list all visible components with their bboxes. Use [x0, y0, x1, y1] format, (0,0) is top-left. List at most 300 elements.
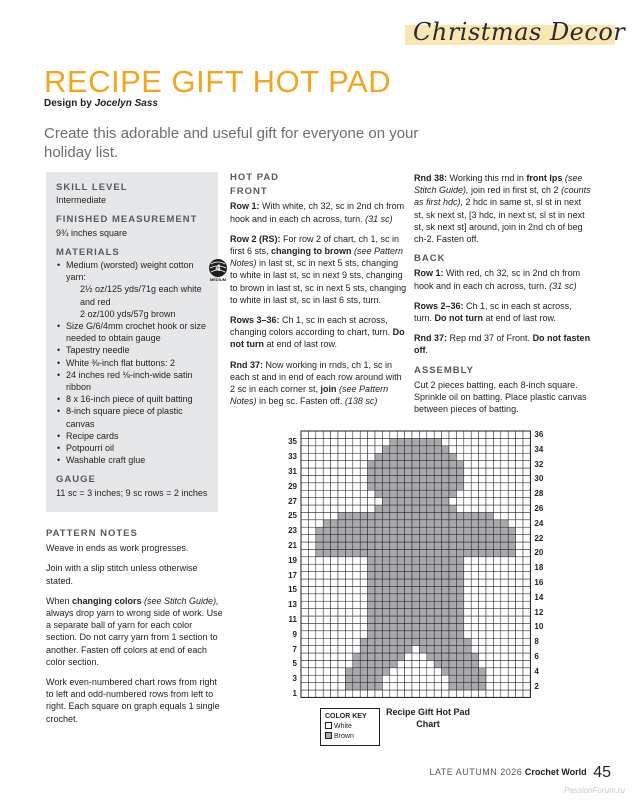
chart-cell — [516, 623, 523, 630]
chart-cell — [360, 542, 367, 549]
chart-cell — [471, 557, 478, 564]
chart-cell — [390, 475, 397, 482]
chart-cell — [471, 668, 478, 675]
chart-cell — [338, 557, 345, 564]
chart-cell — [368, 660, 375, 667]
chart-cell — [427, 653, 434, 660]
chart-cell — [390, 579, 397, 586]
chart-cell — [360, 512, 367, 519]
chart-cell — [479, 512, 486, 519]
chart-cell — [442, 594, 449, 601]
chart-cell — [442, 653, 449, 660]
chart-cell — [316, 453, 323, 460]
chart-cell — [331, 498, 338, 505]
chart-cell — [331, 690, 338, 697]
chart-cell — [375, 623, 382, 630]
chart-cell — [338, 505, 345, 512]
chart-cell — [390, 557, 397, 564]
chart-cell — [323, 609, 330, 616]
chart-cell — [405, 623, 412, 630]
chart-cell — [464, 490, 471, 497]
chart-cell — [323, 594, 330, 601]
chart-cell — [419, 631, 426, 638]
chart-cell — [516, 535, 523, 542]
chart-cell — [516, 453, 523, 460]
chart-cell — [338, 438, 345, 445]
chart-cell — [471, 631, 478, 638]
chart-cell — [493, 586, 500, 593]
chart-cell — [434, 549, 441, 556]
chart-cell — [405, 498, 412, 505]
banner-text: Christmas Decor — [413, 18, 626, 46]
chart-cell — [360, 431, 367, 438]
chart-cell — [390, 505, 397, 512]
chart-cell — [331, 431, 338, 438]
chart-cell — [471, 586, 478, 593]
chart-cell — [434, 646, 441, 653]
chart-cell — [449, 690, 456, 697]
chart-cell — [479, 520, 486, 527]
material-item: • Size G/6/4mm crochet hook or size needed to obtain gauge — [56, 320, 210, 344]
chart-cell — [493, 438, 500, 445]
chart-cell — [382, 483, 389, 490]
chart-cell — [345, 579, 352, 586]
chart-cell — [456, 579, 463, 586]
chart-cell — [412, 520, 419, 527]
chart-cell — [331, 609, 338, 616]
chart-cell — [479, 542, 486, 549]
chart-cell — [301, 579, 308, 586]
chart-cell — [434, 446, 441, 453]
chart-cell — [353, 653, 360, 660]
chart-cell — [397, 527, 404, 534]
chart-cell — [331, 535, 338, 542]
chart-cell — [471, 594, 478, 601]
chart-cell — [419, 542, 426, 549]
chart-cell — [427, 609, 434, 616]
chart-cell — [434, 438, 441, 445]
chart-cell — [338, 431, 345, 438]
chart-cell — [375, 438, 382, 445]
chart-cell — [397, 453, 404, 460]
chart-cell — [493, 431, 500, 438]
chart-cell — [479, 683, 486, 690]
magazine-name: Crochet World — [524, 767, 587, 777]
chart-cell — [516, 586, 523, 593]
chart-cell — [397, 557, 404, 564]
chart-cell — [434, 483, 441, 490]
chart-cell — [301, 431, 308, 438]
chart-cell — [308, 683, 315, 690]
chart-cell — [412, 594, 419, 601]
chart-cell — [301, 631, 308, 638]
page-footer — [429, 764, 611, 782]
chart-cell — [449, 498, 456, 505]
chart-cell — [479, 483, 486, 490]
chart-cell — [405, 557, 412, 564]
chart-cell — [405, 638, 412, 645]
chart-cell — [456, 623, 463, 630]
chart-row-label: 8 — [534, 637, 539, 647]
chart-cell — [419, 601, 426, 608]
chart-cell — [390, 668, 397, 675]
chart-cell — [301, 690, 308, 697]
chart-cell — [427, 572, 434, 579]
chart-cell — [360, 505, 367, 512]
section-banner — [405, 14, 626, 50]
chart-cell — [493, 668, 500, 675]
chart-cell — [405, 675, 412, 682]
chart-cell — [405, 586, 412, 593]
chart-row-label: 6 — [534, 652, 539, 661]
chart-cell — [449, 572, 456, 579]
chart-cell — [493, 564, 500, 571]
chart-cell — [516, 512, 523, 519]
chart-cell — [412, 446, 419, 453]
chart-cell — [382, 638, 389, 645]
chart-cell — [360, 527, 367, 534]
chart-cell — [331, 505, 338, 512]
chart-cell — [353, 646, 360, 653]
chart-cell — [464, 683, 471, 690]
chart-cell — [412, 675, 419, 682]
chart-cell — [508, 431, 515, 438]
chart-cell — [471, 542, 478, 549]
chart-cell — [353, 535, 360, 542]
chart-cell — [338, 527, 345, 534]
chart-cell — [456, 483, 463, 490]
byline-prefix: Design by — [44, 98, 92, 109]
chart-cell — [390, 438, 397, 445]
chart-cell — [442, 505, 449, 512]
chart-row-label: 18 — [534, 563, 544, 573]
chart-cell — [397, 512, 404, 519]
chart-cell — [523, 453, 530, 460]
chart-cell — [508, 623, 515, 630]
chart-cell — [427, 646, 434, 653]
chart-cell — [464, 527, 471, 534]
chart-cell — [331, 601, 338, 608]
chart-cell — [471, 512, 478, 519]
chart-cell — [471, 498, 478, 505]
chart-cell — [368, 549, 375, 556]
chart-cell — [523, 616, 530, 623]
chart-cell — [368, 527, 375, 534]
chart-cell — [405, 431, 412, 438]
chart-cell — [486, 475, 493, 482]
chart-cell — [479, 631, 486, 638]
chart-cell — [501, 453, 508, 460]
chart-cell — [434, 461, 441, 468]
finished-heading: FINISHED MEASUREMENT — [56, 214, 198, 226]
chart-cell — [442, 683, 449, 690]
chart-cell — [331, 468, 338, 475]
chart-cell — [405, 475, 412, 482]
chart-cell — [397, 668, 404, 675]
chart-cell — [368, 579, 375, 586]
chart-cell — [508, 535, 515, 542]
chart-cell — [471, 453, 478, 460]
chart-cell — [345, 505, 352, 512]
chart-cell — [323, 446, 330, 453]
chart-cell — [471, 683, 478, 690]
chart-cell — [368, 431, 375, 438]
chart-cell — [382, 623, 389, 630]
chart-cell — [456, 475, 463, 482]
chart-cell — [434, 660, 441, 667]
chart-cell — [493, 498, 500, 505]
chart-cell — [419, 505, 426, 512]
chart-cell — [353, 616, 360, 623]
intro-text: Create this adorable and useful gift for everyone on your holiday list. — [44, 125, 419, 161]
chart-cell — [308, 668, 315, 675]
chart-cell — [486, 505, 493, 512]
chart-cell — [345, 520, 352, 527]
chart-cell — [412, 431, 419, 438]
chart-cell — [456, 527, 463, 534]
chart-cell — [464, 586, 471, 593]
chart-cell — [316, 653, 323, 660]
chart-cell — [516, 520, 523, 527]
chart-cell — [442, 601, 449, 608]
chart-cell — [449, 638, 456, 645]
chart-cell — [501, 660, 508, 667]
chart-cell — [323, 675, 330, 682]
chart-cell — [353, 594, 360, 601]
chart-cell — [501, 542, 508, 549]
back-assembly-instructions — [414, 172, 592, 423]
chart-cell — [508, 446, 515, 453]
chart-cell — [486, 512, 493, 519]
chart-cell — [412, 572, 419, 579]
chart-cell — [316, 490, 323, 497]
chart-cell — [464, 498, 471, 505]
chart-cell — [501, 475, 508, 482]
chart-cell — [471, 461, 478, 468]
chart-cell — [442, 549, 449, 556]
chart-cell — [449, 601, 456, 608]
chart-cell — [382, 557, 389, 564]
chart-cell — [464, 623, 471, 630]
chart-cell — [516, 483, 523, 490]
chart-cell — [375, 586, 382, 593]
chart-cell — [493, 542, 500, 549]
chart-cell — [368, 572, 375, 579]
chart-cell — [464, 653, 471, 660]
chart-cell — [353, 690, 360, 697]
chart-cell — [405, 542, 412, 549]
chart-cell — [390, 527, 397, 534]
chart-cell — [419, 668, 426, 675]
chart-cell — [479, 690, 486, 697]
chart-cell — [338, 572, 345, 579]
instruction-row: Rnd 37: Now working in rnds, ch 1, sc in each st and in end of each row around with 2 sc in each corner st, join (see Pattern Notes) in beg sc. Fasten off. (138 sc) — [230, 359, 402, 407]
chart-cell — [405, 527, 412, 534]
chart-cell — [368, 498, 375, 505]
note-paragraph: When changing colors (see Stitch Guide), always drop yarn to wrong side of work. Use a separate ball of yarn for each color section. Do not carry yarn from 1 section to another. Fasten off colors at end of each color section. — [46, 595, 223, 667]
chart-cell — [471, 690, 478, 697]
chart-cell — [419, 431, 426, 438]
chart-cell — [508, 453, 515, 460]
chart-cell — [419, 586, 426, 593]
chart-cell — [382, 475, 389, 482]
chart-cell — [323, 564, 330, 571]
materials-heading: MATERIALS — [56, 246, 120, 258]
chart-cell — [442, 660, 449, 667]
chart-cell — [479, 490, 486, 497]
chart-cell — [493, 483, 500, 490]
chart-cell — [412, 579, 419, 586]
chart-cell — [405, 512, 412, 519]
chart-row-label: 24 — [534, 518, 544, 528]
chart-cell — [427, 549, 434, 556]
chart-cell — [523, 660, 530, 667]
chart-cell — [523, 675, 530, 682]
chart-cell — [368, 468, 375, 475]
chart-cell — [368, 475, 375, 482]
chart-cell — [508, 683, 515, 690]
chart-cell — [456, 572, 463, 579]
chart-cell — [419, 579, 426, 586]
chart-cell — [301, 564, 308, 571]
chart-cell — [516, 438, 523, 445]
chart-cell — [316, 475, 323, 482]
chart-cell — [479, 549, 486, 556]
chart-cell — [456, 653, 463, 660]
chart-cell — [308, 431, 315, 438]
chart-cell — [449, 446, 456, 453]
note-paragraph: Join with a slip stitch unless otherwise stated. — [46, 563, 198, 586]
chart-cell — [449, 609, 456, 616]
chart-cell — [323, 549, 330, 556]
chart-cell — [419, 616, 426, 623]
chart-cell — [427, 468, 434, 475]
chart-cell — [427, 446, 434, 453]
chart-cell — [331, 660, 338, 667]
chart-cell — [338, 483, 345, 490]
chart-cell — [323, 498, 330, 505]
chart-cell — [405, 468, 412, 475]
chart-cell — [375, 431, 382, 438]
chart-cell — [331, 483, 338, 490]
chart-cell — [479, 660, 486, 667]
chart-cell — [316, 438, 323, 445]
chart-cell — [390, 690, 397, 697]
chart-cell — [397, 498, 404, 505]
chart-cell — [316, 527, 323, 534]
chart-cell — [427, 505, 434, 512]
chart-cell — [301, 668, 308, 675]
chart-cell — [442, 631, 449, 638]
chart-cell — [405, 453, 412, 460]
chart-cell — [479, 557, 486, 564]
chart-cell — [323, 586, 330, 593]
chart-cell — [523, 461, 530, 468]
chart-cell — [316, 446, 323, 453]
chart-cell — [382, 616, 389, 623]
chart-cell — [360, 586, 367, 593]
chart-cell — [427, 638, 434, 645]
chart-cell — [412, 535, 419, 542]
chart-cell — [308, 549, 315, 556]
chart-cell — [427, 490, 434, 497]
chart-cell — [412, 646, 419, 653]
chart-cell — [523, 475, 530, 482]
chart-cell — [434, 468, 441, 475]
chart-cell — [353, 490, 360, 497]
chart-cell — [368, 505, 375, 512]
chart-cell — [449, 461, 456, 468]
chart-cell — [382, 660, 389, 667]
chart-cell — [516, 683, 523, 690]
chart-cell — [405, 653, 412, 660]
chart-cell — [508, 498, 515, 505]
chart-cell — [419, 594, 426, 601]
chart-cell — [368, 564, 375, 571]
chart-cell — [397, 586, 404, 593]
chart-cell — [523, 646, 530, 653]
chart-cell — [360, 609, 367, 616]
chart-cell — [449, 668, 456, 675]
chart-cell — [308, 675, 315, 682]
chart-cell — [449, 527, 456, 534]
chart-cell — [419, 623, 426, 630]
chart-cell — [516, 668, 523, 675]
chart-cell — [419, 490, 426, 497]
chart-cell — [405, 579, 412, 586]
chart-cell — [390, 468, 397, 475]
chart-cell — [479, 579, 486, 586]
chart-cell — [345, 557, 352, 564]
chart-cell — [486, 683, 493, 690]
chart-cell — [308, 690, 315, 697]
chart-cell — [397, 638, 404, 645]
chart-row-label: 3 — [292, 674, 297, 684]
chart-cell — [523, 557, 530, 564]
chart-cell — [375, 675, 382, 682]
chart-cell — [523, 586, 530, 593]
chart-cell — [308, 520, 315, 527]
chart-cell — [516, 675, 523, 682]
chart-cell — [382, 468, 389, 475]
chart-cell — [353, 505, 360, 512]
chart-cell — [419, 535, 426, 542]
chart-cell — [486, 431, 493, 438]
chart-cell — [464, 535, 471, 542]
chart-cell — [308, 594, 315, 601]
chart-cell — [427, 601, 434, 608]
chart-row-label: 28 — [534, 489, 544, 499]
chart-cell — [523, 483, 530, 490]
chart-cell — [360, 557, 367, 564]
chart-cell — [501, 690, 508, 697]
material-item: • 24 inches red ⅛-inch-wide satin ribbon — [56, 369, 210, 393]
chart-cell — [449, 579, 456, 586]
chart-cell — [501, 631, 508, 638]
chart-cell — [479, 601, 486, 608]
chart-cell — [434, 505, 441, 512]
chart-cell — [471, 653, 478, 660]
yarn-weight-label: MEDIUM — [209, 277, 227, 282]
chart-cell — [419, 446, 426, 453]
chart-cell — [479, 668, 486, 675]
chart-cell — [523, 631, 530, 638]
chart-cell — [427, 535, 434, 542]
chart-cell — [390, 609, 397, 616]
byline — [44, 98, 158, 109]
chart-cell — [501, 468, 508, 475]
chart-cell — [442, 475, 449, 482]
